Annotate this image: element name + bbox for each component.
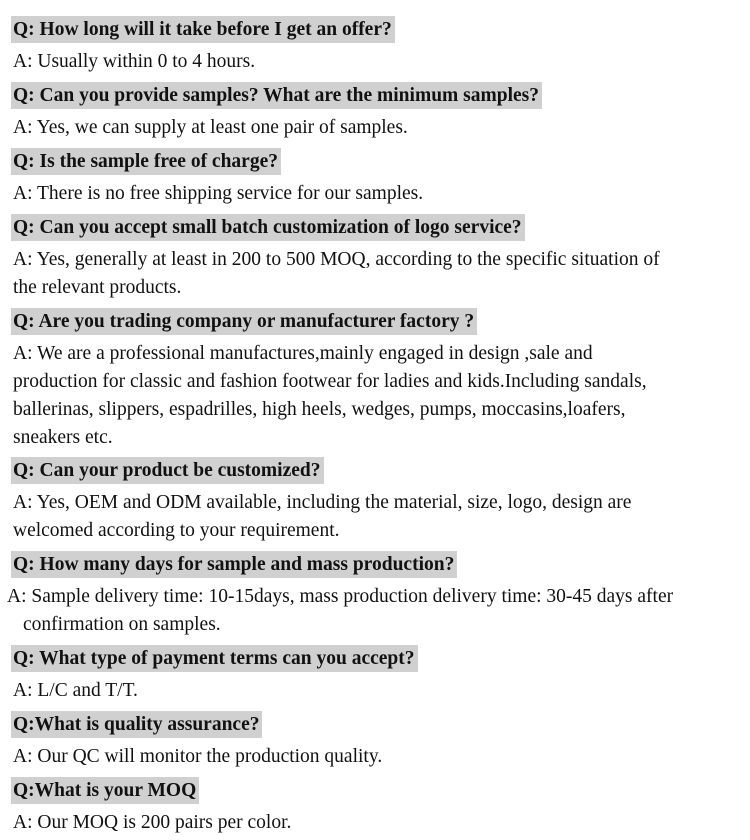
faq-answer: A: Yes, we can supply at least one pair of samples. [13,117,408,138]
faq-answer: A: Our QC will monitor the production quality. [13,746,383,767]
faq-question: Q:What is quality assurance? [11,711,262,738]
faq-answer-line: welcomed according to your requirement. [13,520,340,541]
faq-answer: A: L/C and T/T. [13,680,138,701]
faq-question: Q:What is your MOQ [11,777,199,804]
faq-answer-line: A: Yes, OEM and ODM available, including the material, size, logo, design are [13,492,632,513]
faq-answer: A: There is no free shipping service for our samples. [13,183,424,204]
faq-question: Q: Can your product be customized? [11,457,324,484]
faq-question: Q: What type of payment terms can you accept? [11,645,418,672]
faq-answer-line: A: Yes, generally at least in 200 to 500 MOQ, according to the specific situation of [13,249,660,270]
faq-question: Q: How many days for sample and mass production? [11,551,457,578]
faq-answer: A: Our MOQ is 200 pairs per color. [13,812,292,833]
faq-question: Q: Are you trading company or manufacturer factory ? [11,308,477,335]
faq-question: Q: Is the sample free of charge? [11,148,281,175]
faq-answer-line: production for classic and fashion footwear for ladies and kids.Including sandals, [13,371,647,392]
faq-answer [7,583,745,639]
faq-answer-line: confirmation on samples. [23,614,221,635]
faq-answer-line: A: We are a professional manufactures,mainly engaged in design ,sale and [13,343,593,364]
faq-question: Q: How long will it take before I get an offer? [11,16,395,43]
faq-answer-line: ballerinas, slippers, espadrilles, high heels, wedges, pumps, moccasins,loafers, [13,399,626,420]
faq-answer [13,489,743,545]
faq-answer-line: A: Sample delivery time: 10-15days, mass production delivery time: 30-45 days after [7,586,674,607]
faq-answer [13,340,743,452]
faq-answer [13,246,743,302]
faq-answer: A: Usually within 0 to 4 hours. [13,51,256,72]
faq-question: Q: Can you accept small batch customization of logo service? [11,214,525,241]
faq-question: Q: Can you provide samples? What are the minimum samples? [11,82,542,109]
faq-answer-line: the relevant products. [13,277,182,298]
faq-answer-line: sneakers etc. [13,427,113,448]
